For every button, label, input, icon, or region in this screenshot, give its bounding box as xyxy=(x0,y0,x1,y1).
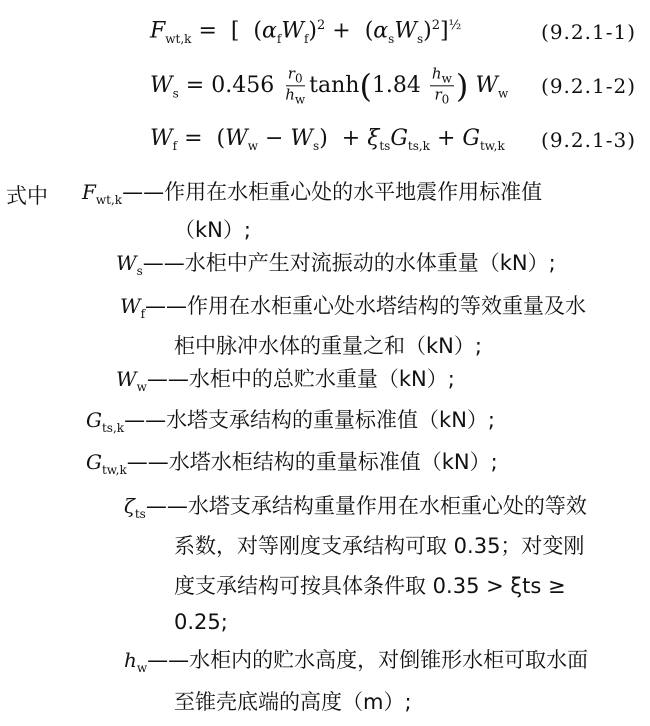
definition-ww: $W_w——$水柜中的总贮水重量（kN）; xyxy=(116,367,455,394)
definition-gtsk: $G_{ts,k}——$水塔支承结构的重量标准值（kN）; xyxy=(86,408,496,435)
symbol: $W_w$ xyxy=(116,367,147,394)
symbol: $G_{tw,k}$ xyxy=(86,450,127,477)
definition-wf-cont: 柜中脉冲水体的重量之和（kN）; xyxy=(174,334,482,358)
definition-zeta-cont-3: 0.25; xyxy=(174,610,228,634)
definition-gtwk: $G_{tw,k}——$水塔水柜结构的重量标准值（kN）; xyxy=(86,450,498,477)
symbol: $W_s$ xyxy=(116,251,143,278)
symbol: $W_f$ xyxy=(120,294,146,321)
definition-hw: $h_w——$水柜内的贮水高度，对倒锥形水柜可取水面 xyxy=(124,648,589,675)
equation-3-number: (9.2.1-3) xyxy=(541,128,636,152)
definition-zeta-cont-2: 度支承结构可按具体条件取 0.35 > ξts ≥ xyxy=(174,574,566,598)
definition-fwtk: $F_{wt,k}——$作用在水柜重心处的水平地震作用标准值 xyxy=(82,180,543,207)
definition-ws: $W_s——$水柜中产生对流振动的水体重量（kN）; xyxy=(116,251,556,278)
symbol: $G_{ts,k}$ xyxy=(86,408,125,435)
definition-wf: $W_f——$作用在水柜重心处水塔结构的等效重量及水 xyxy=(120,294,587,321)
definition-zeta: $\zeta_{ts}——$水塔支承结构重量作用在水柜重心处的等效 xyxy=(124,494,587,521)
equation-1-expression: $F_{wt,k}$ = [ $(\alpha_fW_f)^2 + (\alpha_sW_s)^2]^{\frac{1}{2}}$ xyxy=(150,18,462,46)
equation-1 xyxy=(0,4,650,60)
symbol: $h_w$ xyxy=(124,648,148,675)
definition-fwtk-cont: （kN）; xyxy=(174,218,251,242)
equation-1-number: (9.2.1-1) xyxy=(541,20,636,44)
equation-2 xyxy=(0,58,650,114)
equation-3-expression: $W_f = (W_w - W_s) + \xi_{ts}G_{ts,k} + G_{tw,k}$ xyxy=(150,125,505,154)
symbol: $\zeta_{ts}$ xyxy=(124,494,146,521)
equation-2-expression: $W_s = 0.456$ $\frac{r_0}{h_w}$ tanh(1.84 $\frac{h_w}{r_0}$ ) $W_w$ xyxy=(150,64,509,107)
definition-zeta-cont-1: 系数，对等刚度支承结构可取 0.35；对变刚 xyxy=(174,534,585,558)
equation-2-number: (9.2.1-2) xyxy=(541,74,636,98)
equation-3 xyxy=(0,112,650,168)
symbol: $F_{wt,k}$ xyxy=(82,180,123,207)
lead-label: 式中 xyxy=(6,184,48,208)
definition-hw-cont: 至锥壳底端的高度（m）; xyxy=(174,690,412,714)
